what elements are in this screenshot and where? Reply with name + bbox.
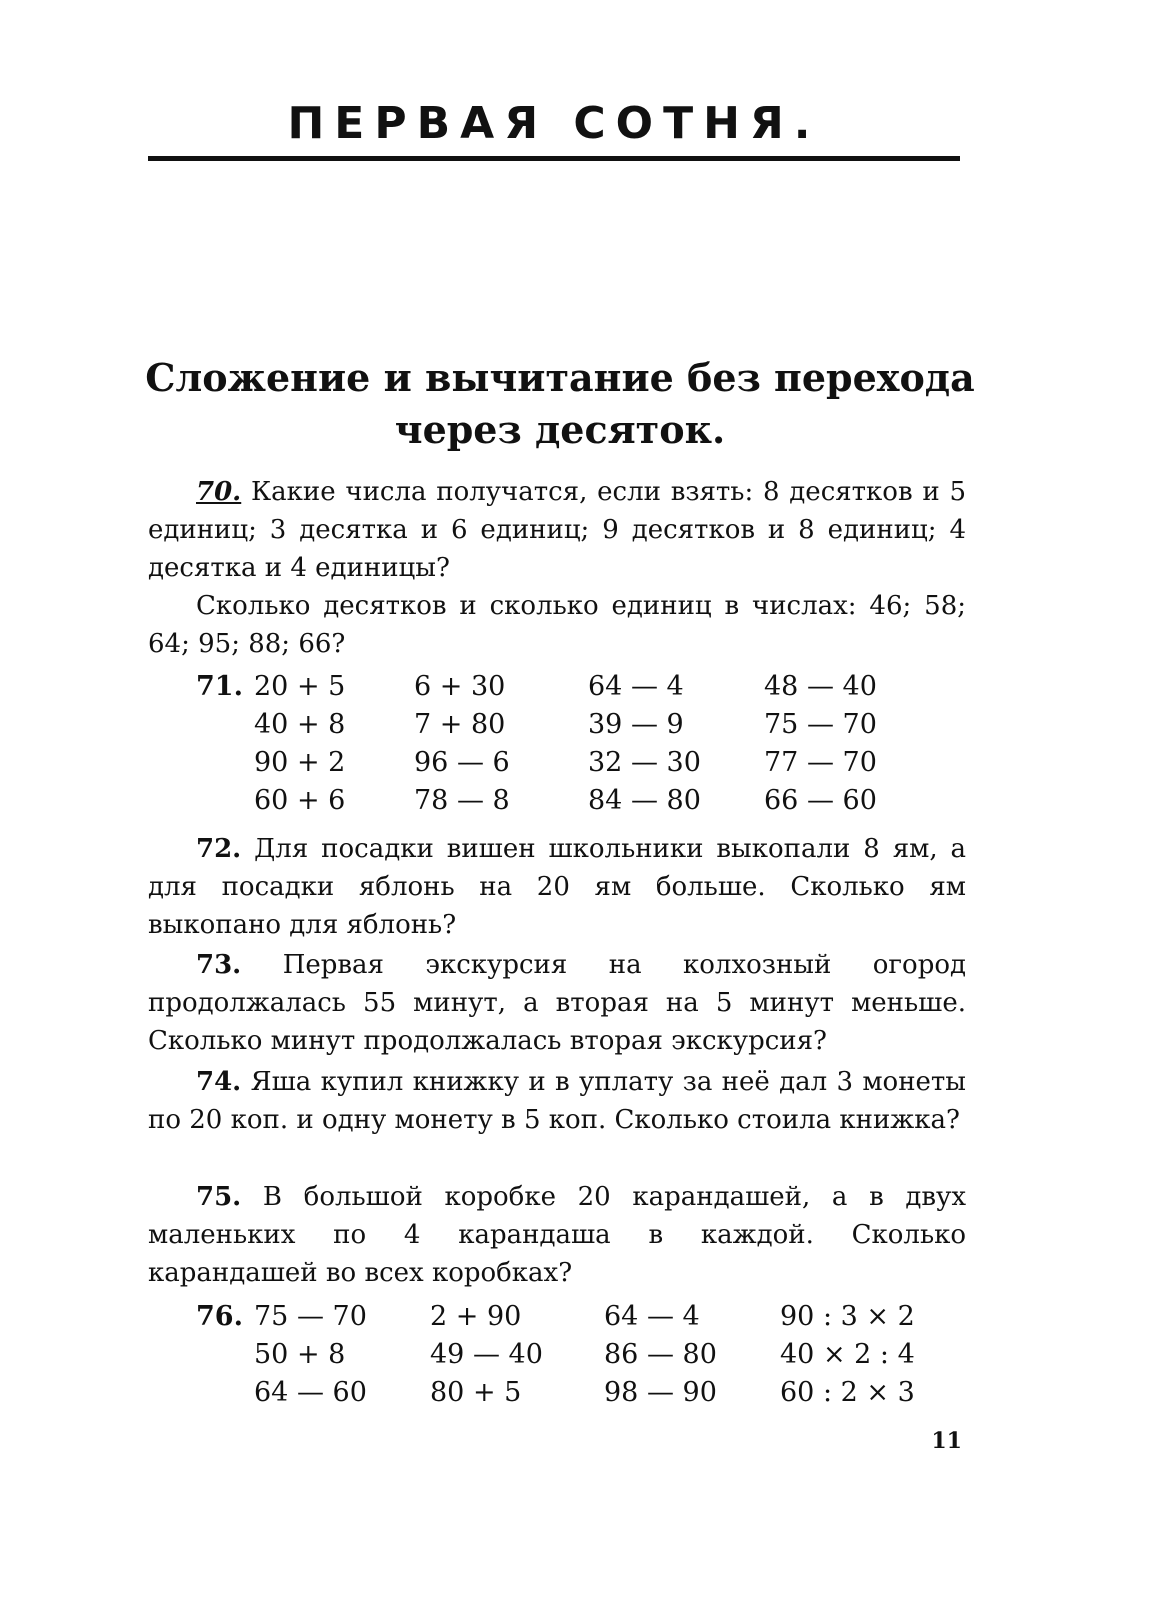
- exercise-row: [196, 1336, 915, 1374]
- exercise-row: [196, 1298, 915, 1336]
- problem-number: 70.: [196, 477, 242, 507]
- exercise-cell: 32 — 30: [588, 747, 701, 778]
- exercise-cell: 77 — 70: [764, 747, 877, 778]
- exercise-cell: 96 — 6: [414, 747, 510, 778]
- exercise-cell: 50 + 8: [254, 1339, 346, 1370]
- exercise-cell: 75 — 70: [254, 1301, 367, 1332]
- section-title: ПЕРВАЯ СОТНЯ.: [287, 98, 821, 149]
- exercise-cell: 60 : 2 × 3: [780, 1377, 915, 1408]
- title-rule: [148, 156, 960, 161]
- exercise-cell: 48 — 40: [764, 671, 877, 702]
- problem-number: 73.: [196, 950, 242, 980]
- exercise-cell: 80 + 5: [430, 1377, 522, 1408]
- problem-text: Какие числа получатся, если взять: 8 десятков и 5 единиц; 3 десятка и 6 единиц; 9 десятков и 8 единиц; 4 десятка и 4 единицы?: [148, 477, 966, 583]
- chapter-title: [140, 352, 980, 456]
- problem-text: Яша купил книжку и в уплату за неё дал 3 монеты по 20 коп. и одну монету в 5 коп. Сколько стоила книжка?: [148, 1067, 967, 1135]
- problem-number: 76.: [196, 1301, 243, 1332]
- exercise-cell: 64 — 4: [588, 671, 684, 702]
- chapter-title-line-2: через десяток.: [394, 407, 726, 452]
- exercise-cell: 49 — 40: [430, 1339, 543, 1370]
- exercise-cell: 40 × 2 : 4: [780, 1339, 915, 1370]
- problem-text: Сколько десятков и сколько единиц в числах: 46; 58; 64; 95; 88; 66?: [148, 591, 966, 659]
- exercise-cell: 66 — 60: [764, 785, 877, 816]
- exercise-cell: 90 : 3 × 2: [780, 1301, 915, 1332]
- exercise-cell: 7 + 80: [414, 709, 506, 740]
- problem-70-part-2: [148, 587, 966, 663]
- problem-74: [148, 1063, 966, 1139]
- exercise-cell: 20 + 5: [254, 671, 346, 702]
- problem-number: 74.: [196, 1067, 242, 1097]
- problem-number: 72.: [196, 834, 242, 864]
- exercise-cell: 98 — 90: [604, 1377, 717, 1408]
- exercise-cell: 39 — 9: [588, 709, 684, 740]
- exercise-row: [196, 706, 877, 744]
- exercise-cell: 2 + 90: [430, 1301, 522, 1332]
- exercise-cell: 64 — 4: [604, 1301, 700, 1332]
- exercise-cell: 75 — 70: [764, 709, 877, 740]
- exercise-cell: 86 — 80: [604, 1339, 717, 1370]
- exercise-row: [196, 668, 877, 706]
- chapter-title-line-1: Сложение и вычитание без перехода: [145, 355, 975, 400]
- problem-number: 71.: [196, 671, 243, 702]
- problem-text: Для посадки вишен школьники выкопали 8 ям, а для посадки яблонь на 20 ям больше. Сколько ям выкопано для яблонь?: [148, 834, 967, 940]
- exercise-row: [196, 782, 877, 820]
- exercise-cell: 78 — 8: [414, 785, 510, 816]
- problem-73: [148, 946, 966, 1060]
- problem-text: В большой коробке 20 карандашей, а в двух маленьких по 4 карандаша в каждой. Сколько карандашей во всех коробках?: [148, 1182, 966, 1288]
- problem-75: [148, 1178, 966, 1292]
- exercise-cell: 6 + 30: [414, 671, 506, 702]
- exercise-cell: 64 — 60: [254, 1377, 367, 1408]
- problem-text: Первая экскурсия на колхозный огород продолжалась 55 минут, а вторая на 5 минут меньше. Сколько минут продолжалась вторая экскурсия?: [148, 950, 966, 1056]
- exercise-cell: 40 + 8: [254, 709, 346, 740]
- problem-number: 75.: [196, 1182, 242, 1212]
- problem-72: [148, 830, 966, 944]
- exercise-cell: 90 + 2: [254, 747, 346, 778]
- exercise-row: [196, 1374, 915, 1412]
- exercise-cell: 84 — 80: [588, 785, 701, 816]
- page-number: 11: [931, 1428, 962, 1454]
- problem-70: [148, 473, 966, 587]
- exercise-cell: 60 + 6: [254, 785, 346, 816]
- exercise-row: [196, 744, 877, 782]
